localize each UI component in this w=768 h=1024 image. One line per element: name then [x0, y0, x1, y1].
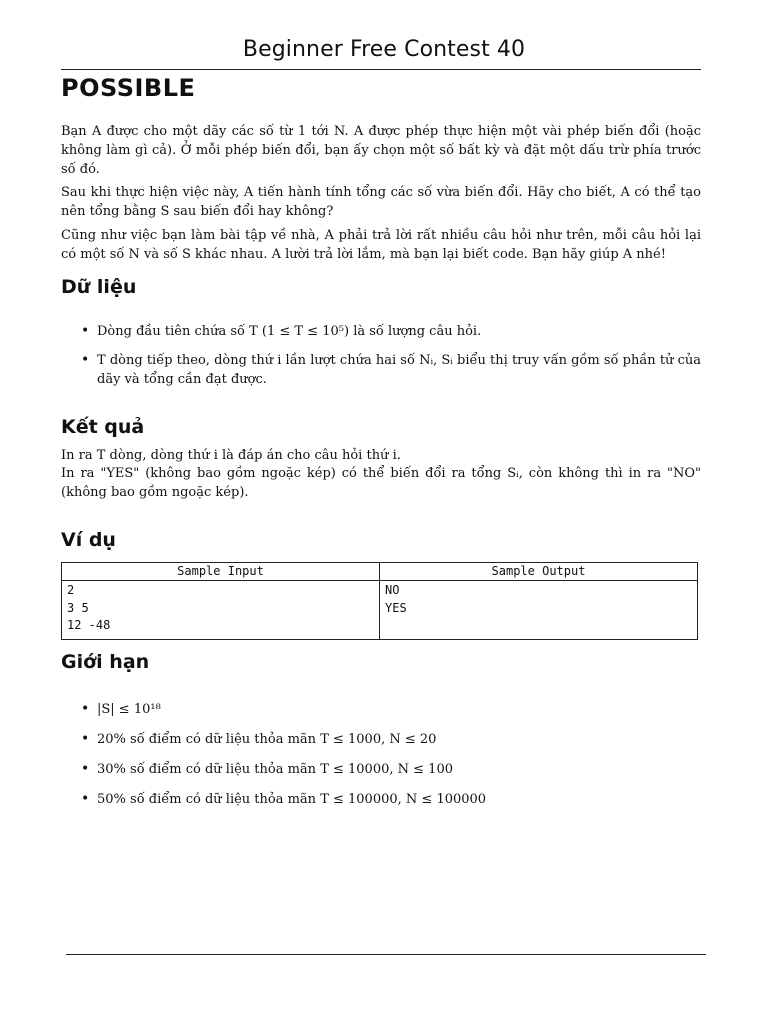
statement-paragraph-2: Sau khi thực hiện việc này, A tiến hành tính tổng các số vừa biến đổi. Hãy cho biết, A có thể tạo nên tổng bằng S sau biến đổi hay không? — [61, 185, 701, 219]
footer-rule — [66, 954, 706, 955]
sample-table — [61, 562, 698, 640]
problem-title: POSSIBLE — [61, 74, 196, 102]
input-item-2: • T dòng tiếp theo, dòng thứ i lần lượt chứa hai số Nᵢ, Sᵢ biểu thị truy vấn gồm số phần tử của dãy và tổng cần đạt được. — [61, 351, 701, 389]
limits-section-title: Giới hạn — [61, 651, 150, 673]
sample-input-header: Sample Input — [62, 563, 380, 581]
limit-item-3: • 30% số điểm có dữ liệu thỏa mãn T ≤ 10000, N ≤ 100 — [61, 760, 701, 779]
input-section-title: Dữ liệu — [61, 276, 137, 298]
header-title: Beginner Free Contest 40 — [242, 37, 526, 62]
sample-output-header: Sample Output — [380, 563, 698, 581]
limit-item-4: • 50% số điểm có dữ liệu thỏa mãn T ≤ 100000, N ≤ 100000 — [61, 790, 701, 809]
header-rule — [61, 69, 701, 70]
limit-item-1: • |S| ≤ 10¹⁸ — [61, 700, 701, 719]
statement-paragraph-1: Bạn A được cho một dãy các số từ 1 tới N. A được phép thực hiện một vài phép biến đổi (hoặc không làm gì cả). Ở mỗi phép biến đổi, bạn ấy chọn một số bất kỳ và đặt một dấu trừ phía trước số đó. — [61, 124, 701, 177]
sample-input-cell: 2 3 5 12 -48 — [62, 581, 380, 640]
input-list — [61, 322, 701, 389]
output-line-1: In ra T dòng, dòng thứ i là đáp án cho câu hỏi thứ i. — [61, 448, 401, 463]
statement-paragraph-3: Cũng như việc bạn làm bài tập về nhà, A phải trả lời rất nhiều câu hỏi như trên, mỗi câu hỏi lại có một số N và số S khác nhau. A lười trả lời lắm, mà bạn lại biết code. Bạn hãy giúp A nhé! — [61, 228, 701, 262]
input-item-1: • Dòng đầu tiên chứa số T (1 ≤ T ≤ 10⁵) là số lượng câu hỏi. — [61, 322, 701, 341]
sample-output-cell: NO YES — [380, 581, 698, 640]
limit-item-2: • 20% số điểm có dữ liệu thỏa mãn T ≤ 1000, N ≤ 20 — [61, 730, 701, 749]
limits-list — [61, 700, 701, 809]
output-line-2: In ra "YES" (không bao gồm ngoặc kép) có thể biến đổi ra tổng Sᵢ, còn không thì in ra "NO" (không bao gồm ngoặc kép). — [61, 466, 701, 500]
example-section-title: Ví dụ — [61, 529, 116, 551]
output-section-title: Kết quả — [61, 416, 145, 438]
